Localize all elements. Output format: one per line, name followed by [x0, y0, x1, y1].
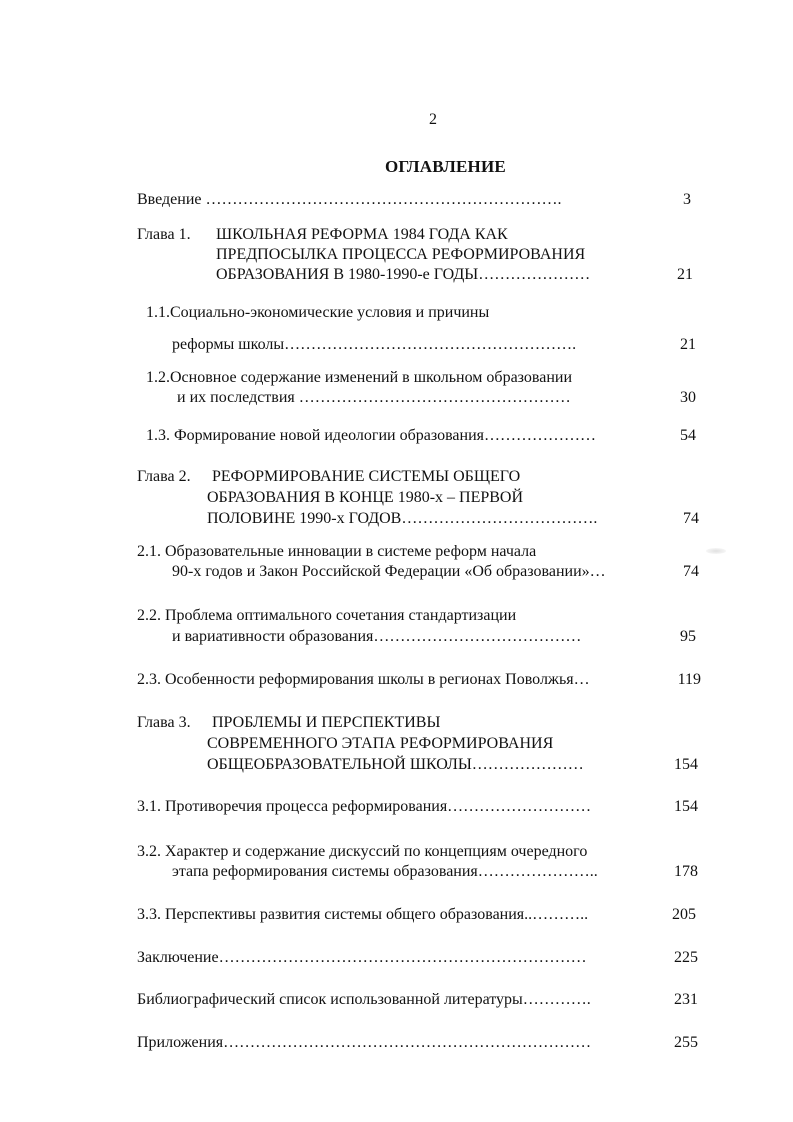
toc-section-3-2-line-1: 3.2. Характер и содержание дискуссий по концепциям очередного	[137, 843, 588, 860]
toc-leader-dots: ………………………………………………………….	[205, 191, 562, 208]
toc-page-number: 3	[683, 191, 691, 208]
toc-chapter-3-title-line-2: СОВРЕМЕННОГО ЭТАПА РЕФОРМИРОВАНИЯ	[207, 735, 554, 752]
scan-smudge	[706, 548, 726, 554]
toc-entry-introduction	[137, 192, 562, 208]
toc-entry-conclusion: Заключение……………………………………………………………	[137, 949, 587, 966]
toc-section-1-2-line-1: 1.2.Основное содержание изменений в школьном образовании	[146, 369, 573, 386]
toc-page-number: 21	[677, 266, 693, 283]
toc-page-number: 30	[680, 389, 696, 406]
toc-page-number: 74	[683, 563, 699, 580]
toc-chapter-3-title-line-1: ПРОБЛЕМЫ И ПЕРСПЕКТИВЫ	[212, 714, 441, 731]
toc-section-3-3-line-1: 3.3. Перспективы развития системы общего образования..………..	[137, 906, 589, 923]
toc-entry-appendix: Приложения……………………………………………………………	[137, 1034, 592, 1051]
toc-chapter-1-title-line-1: ШКОЛЬНАЯ РЕФОРМА 1984 ГОДА КАК	[216, 226, 508, 243]
toc-section-1-2-line-2: и их последствия ……………………………………………	[177, 389, 571, 406]
page-number: 2	[429, 111, 437, 128]
toc-section-2-1-line-1: 2.1. Образовательные инновации в системе реформ начала	[137, 543, 537, 560]
toc-page-number: 54	[680, 427, 696, 444]
toc-section-3-1-line-1: 3.1. Противоречия процесса реформирования………………………	[137, 798, 592, 815]
toc-chapter-1-title-line-2: ПРЕДПОСЫЛКА ПРОЦЕССА РЕФОРМИРОВАНИЯ	[216, 246, 586, 263]
toc-section-2-2-line-2: и вариативности образования…………………………………	[172, 628, 582, 645]
toc-section-1-1-line-2: реформы школы……………………………………………….	[172, 336, 577, 353]
toc-page-number: 74	[683, 510, 699, 527]
toc-page-number: 225	[674, 949, 698, 966]
toc-chapter-1-label: Глава 1.	[137, 226, 191, 243]
toc-page-number: 95	[680, 628, 696, 645]
toc-page-number: 231	[674, 991, 698, 1008]
toc-section-2-3-line-1: 2.3. Особенности реформирования школы в регионах Поволжья…	[137, 671, 590, 688]
toc-section-2-1-line-2: 90-х годов и Закон Российской Федерации «Об образовании»…	[172, 563, 606, 580]
toc-section-2-2-line-1: 2.2. Проблема оптимального сочетания стандартизации	[137, 607, 517, 624]
toc-page-number: 205	[672, 906, 696, 923]
toc-section-3-2-line-2: этапа реформирования системы образования…………………..	[172, 863, 598, 880]
toc-chapter-2-title-line-1: РЕФОРМИРОВАНИЕ СИСТЕМЫ ОБЩЕГО	[212, 468, 521, 485]
toc-page-number: 119	[677, 671, 701, 688]
toc-chapter-2-title-line-3: ПОЛОВИНЕ 1990-х ГОДОВ……………………………….	[207, 510, 598, 527]
toc-page-number: 21	[680, 336, 696, 353]
toc-chapter-3-title-line-3: ОБЩЕОБРАЗОВАТЕЛЬНОЙ ШКОЛЫ…………………	[207, 756, 584, 773]
toc-page-number: 154	[674, 798, 698, 815]
toc-chapter-2-label: Глава 2.	[137, 468, 191, 485]
toc-heading: ОГЛАВЛЕНИЕ	[385, 157, 506, 176]
toc-section-1-3-line-1: 1.3. Формирование новой идеологии образования…………………	[146, 427, 596, 444]
toc-entry-bibliography: Библиографический список использованной литературы………….	[137, 991, 591, 1008]
toc-chapter-3-label: Глава 3.	[137, 714, 191, 731]
toc-chapter-2-title-line-2: ОБРАЗОВАНИЯ В КОНЦЕ 1980-х – ПЕРВОЙ	[207, 489, 524, 506]
toc-page-number: 178	[674, 863, 698, 880]
toc-section-1-1-line-1: 1.1.Социально-экономические условия и причины	[146, 304, 490, 321]
toc-entry-title: Введение	[137, 191, 206, 208]
toc-page-number: 255	[674, 1034, 698, 1051]
toc-chapter-1-title-line-3: ОБРАЗОВАНИЯ В 1980-1990-е ГОДЫ…………………	[216, 266, 591, 283]
toc-page-number: 154	[674, 756, 698, 773]
